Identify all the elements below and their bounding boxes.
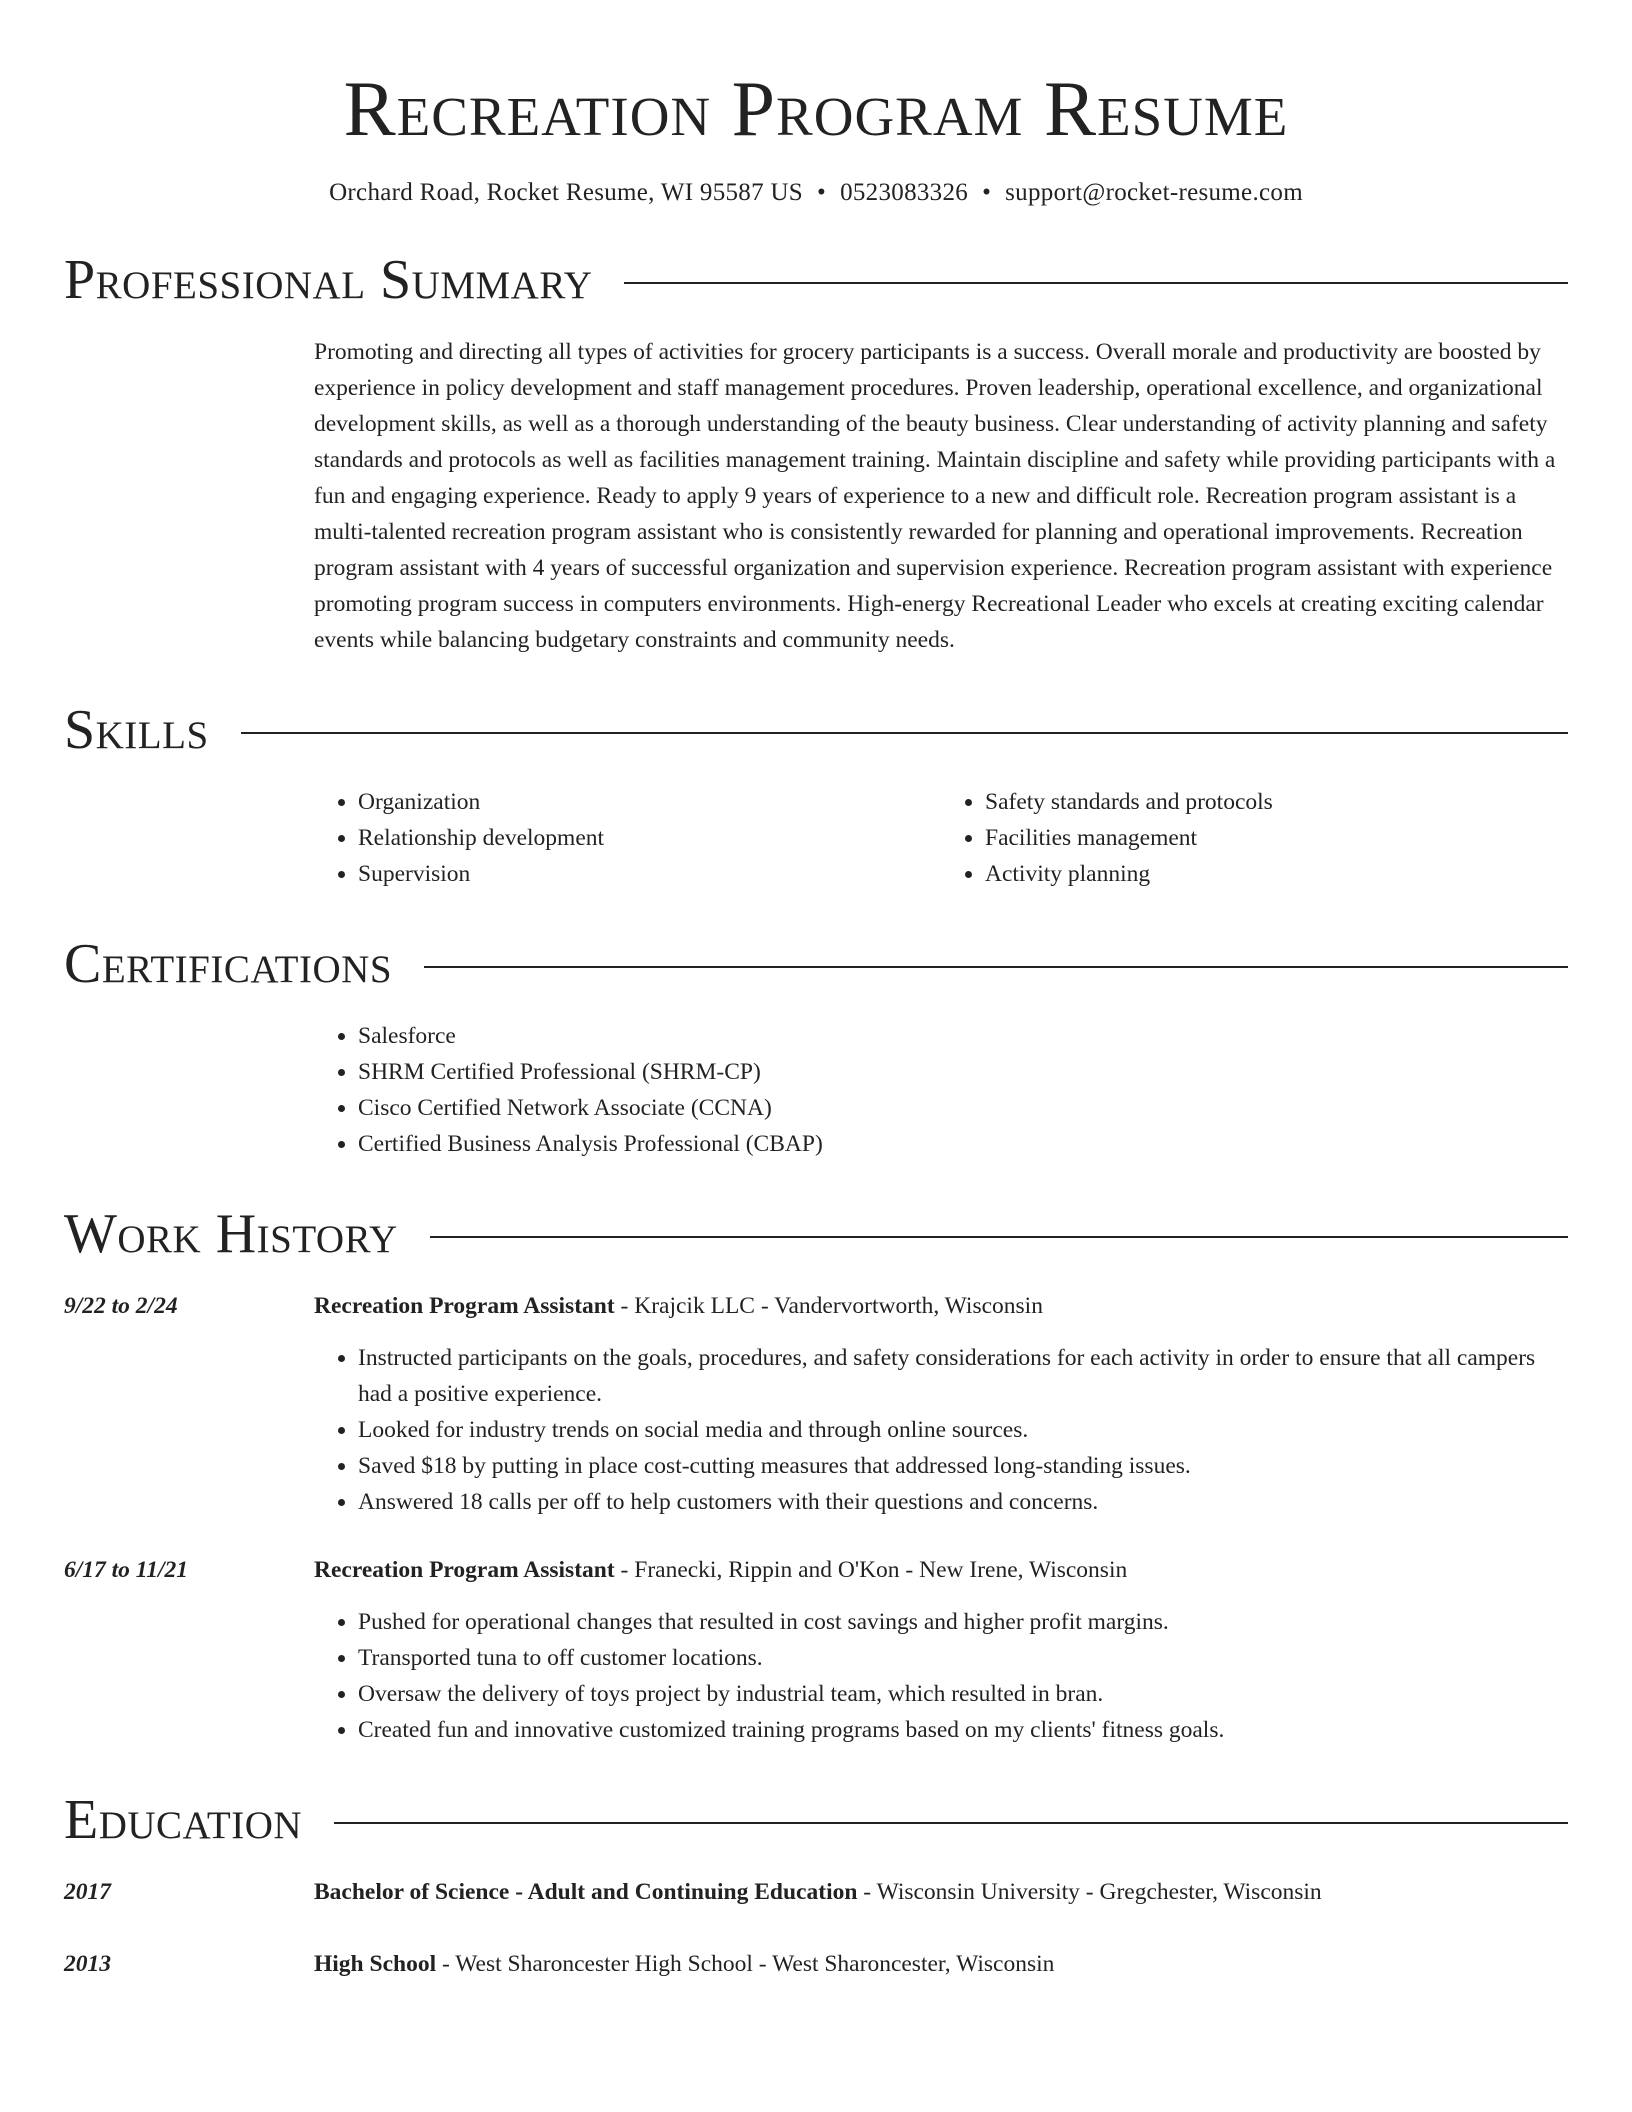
- contact-line: [64, 178, 1568, 208]
- job-dates: 9/22 to 2/24: [64, 1293, 178, 1319]
- work-history-section: [64, 1204, 1568, 1748]
- section-divider: [624, 282, 1568, 284]
- skill-item: • Facilities management: [985, 820, 1568, 856]
- summary-body: [314, 334, 1568, 658]
- job-bullets: [314, 1604, 1568, 1748]
- job-entry: [64, 1552, 1568, 1748]
- certification-item: • Cisco Certified Network Associate (CCNA): [358, 1090, 1568, 1126]
- skills-column-right: [941, 784, 1568, 892]
- contact-separator: •: [982, 179, 992, 206]
- job-employer: - Franecki, Rippin and O'Kon - New Irene, Wisconsin: [614, 1557, 1128, 1583]
- education-year: 2017: [64, 1879, 111, 1905]
- education-section: [64, 1790, 1568, 1982]
- skill-item: • Supervision: [358, 856, 941, 892]
- section-divider: [430, 1236, 1568, 1238]
- skills-header: [64, 700, 1568, 760]
- skill-item: • Organization: [358, 784, 941, 820]
- job-bullet: • Instructed participants on the goals, procedures, and safety considerations for each activity in order to ensure that all campers had a positive experience.: [358, 1340, 1568, 1412]
- job-details: [314, 1288, 1568, 1520]
- education-degree: High School: [314, 1951, 437, 1977]
- education-school: - West Sharoncester High School - West Sharoncester, Wisconsin: [436, 1951, 1055, 1977]
- certification-item: • SHRM Certified Professional (SHRM-CP): [358, 1054, 1568, 1090]
- contact-address: Orchard Road, Rocket Resume, WI 95587 US: [329, 179, 804, 206]
- skills-list: [314, 784, 1568, 892]
- job-bullet: • Created fun and innovative customized training programs based on my clients' fitness goals.: [358, 1712, 1568, 1748]
- skills-column-left: [314, 784, 941, 892]
- certification-item: • Certified Business Analysis Professional (CBAP): [358, 1126, 1568, 1162]
- job-bullet: • Transported tuna to off customer locations.: [358, 1640, 1568, 1676]
- job-title: Recreation Program Assistant: [314, 1557, 615, 1583]
- section-divider: [424, 966, 1568, 968]
- summary-text: Promoting and directing all types of activities for grocery participants is a success. Overall morale and productivity are boosted by experience in policy development and staff management procedures. Proven leadership, operational excellence, and organizational development skills, as well as a thorough understanding of the beauty business. Clear understanding of activity planning and safety standards and protocols as well as facilities management training. Maintain discipline and safety while providing participants with a fun and engaging experience. Ready to apply 9 years of experience to a new and difficult role. Recreation program assistant is a multi-talented recreation program assistant who is consistently rewarded for planning and operational improvements. Recreation program assistant with 4 years of successful organization and supervision experience. Recreation program assistant with experience promoting program success in computers environments. High-energy Recreational Leader who excels at creating exciting calendar events while balancing budgetary constraints and community needs.: [314, 339, 1556, 653]
- skills-section: [64, 700, 1568, 892]
- certifications-section: [64, 934, 1568, 1162]
- job-bullet: • Pushed for operational changes that resulted in cost savings and higher profit margins.: [358, 1604, 1568, 1640]
- summary-header: [64, 250, 1568, 310]
- job-dates: 6/17 to 11/21: [64, 1557, 189, 1583]
- skills-heading: Skills: [64, 699, 209, 761]
- certifications-list: [314, 1018, 1568, 1162]
- skill-item: • Relationship development: [358, 820, 941, 856]
- education-year: 2013: [64, 1951, 111, 1977]
- summary-heading: Professional Summary: [64, 249, 593, 311]
- section-divider: [241, 732, 1568, 734]
- skill-item: • Activity planning: [985, 856, 1568, 892]
- education-entry: [64, 1946, 1568, 1982]
- education-details: [314, 1874, 1568, 1910]
- contact-separator: •: [817, 179, 827, 206]
- summary-section: [64, 250, 1568, 658]
- education-degree: Bachelor of Science - Adult and Continuing Education: [314, 1879, 858, 1905]
- job-bullet: • Saved $18 by putting in place cost-cutting measures that addressed long-standing issues.: [358, 1448, 1568, 1484]
- education-header: [64, 1790, 1568, 1850]
- job-header: [314, 1552, 1568, 1588]
- education-entry: [64, 1874, 1568, 1910]
- resume-title: Recreation Program Resume: [343, 65, 1289, 152]
- job-bullet: • Answered 18 calls per off to help customers with their questions and concerns.: [358, 1484, 1568, 1520]
- section-divider: [334, 1822, 1568, 1824]
- job-entry: [64, 1288, 1568, 1520]
- contact-phone: 0523083326: [840, 179, 969, 206]
- certifications-heading: Certifications: [64, 933, 393, 995]
- certification-item: • Salesforce: [358, 1018, 1568, 1054]
- job-title: Recreation Program Assistant: [314, 1293, 615, 1319]
- work-history-header: [64, 1204, 1568, 1264]
- education-details: [314, 1946, 1568, 1982]
- job-details: [314, 1552, 1568, 1748]
- education-heading: Education: [64, 1789, 303, 1851]
- job-bullets: [314, 1340, 1568, 1520]
- job-bullet: • Oversaw the delivery of toys project by industrial team, which resulted in bran.: [358, 1676, 1568, 1712]
- job-bullet: • Looked for industry trends on social media and through online sources.: [358, 1412, 1568, 1448]
- job-header: [314, 1288, 1568, 1324]
- job-employer: - Krajcik LLC - Vandervortworth, Wisconsin: [614, 1293, 1043, 1319]
- skill-item: • Safety standards and protocols: [985, 784, 1568, 820]
- work-history-heading: Work History: [64, 1203, 398, 1265]
- education-school: - Wisconsin University - Gregchester, Wisconsin: [857, 1879, 1322, 1905]
- contact-email: support@rocket-resume.com: [1005, 179, 1303, 206]
- certifications-header: [64, 934, 1568, 994]
